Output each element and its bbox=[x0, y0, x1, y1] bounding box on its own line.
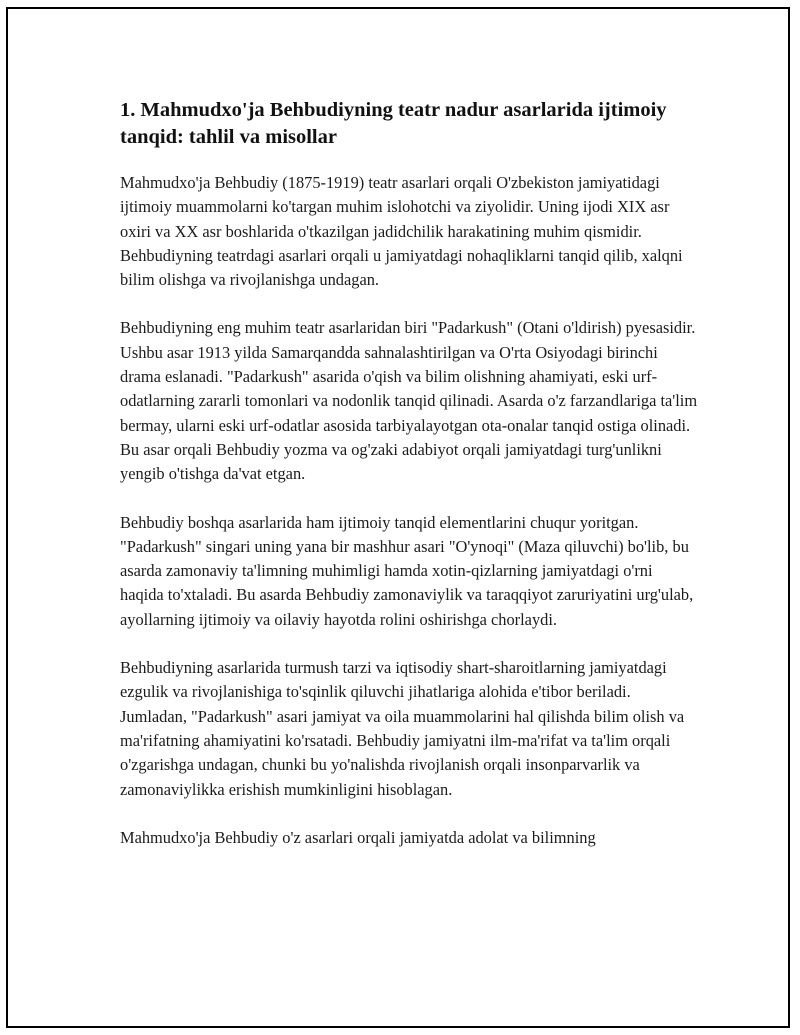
document-body bbox=[120, 97, 700, 874]
paragraph-2: Behbudiyning eng muhim teatr asarlaridan biri "Padarkush" (Otani o'ldirish) pyesasidir. Ushbu asar 1913 yilda Samarqandda sahnalashtirilgan va O'rta Osiyodagi birinchi drama eslanadi. "Padarkush" asarida o'qish va bilim olishning ahamiyati, eski urf-odatlarning zararli tomonlari va nodonlik tanqid qilinadi. Asarda o'z farzandlariga ta'lim bermay, ularni eski urf-odatlar asosida tarbiyalayotgan ota-onalar tanqid ostiga olinadi. Bu asar orqali Behbudiy yozma va og'zaki adabiyot orqali jamiyatdagi turg'unlikni yengib o'tishga da'vat etgan. bbox=[120, 318, 698, 484]
paragraph-5: Mahmudxo'ja Behbudiy o'z asarlari orqali jamiyatda adolat va bilimning bbox=[120, 827, 596, 847]
paragraph-3: Behbudiy boshqa asarlarida ham ijtimoiy tanqid elementlarini chuqur yoritgan. "Padarkush" singari uning yana bir mashhur asari "O'ynoqi" (Maza qiluvchi) bo'lib, bu asarda zamonaviy ta'limning muhimligi hamda xotin-qizlarning jamiyatdagi o'rni haqida to'xtaladi. Bu asarda Behbudiy zamonaviylik va taraqqiyot zaruriyatini urg'ulab, ayollarning ijtimoiy va oilaviy hayotda rolini oshirishga chorlaydi. bbox=[120, 512, 694, 629]
paragraph-4: Behbudiyning asarlarida turmush tarzi va iqtisodiy shart-sharoitlarning jamiyatdagi ezgulik va rivojlanishiga to'sqinlik qiluvchi jihatlariga alohida e'tibor beriladi. Jumladan, "Padarkush" asari jamiyat va oila muammolarini hal qilishda bilim olish va ma'rifatning ahamiyatini ko'rsatadi. Behbudiy jamiyatni ilm-ma'rifat va ta'lim orqali o'zgarishga undagan, chunki bu yo'nalishda rivojlanish orqali insonparvarlik va zamonaviylikka erishish mumkinligini hisoblagan. bbox=[120, 658, 685, 799]
section-heading: 1. Mahmudxo'ja Behbudiyning teatr nadur asarlarida ijtimoiy tanqid: tahlil va misollar bbox=[120, 99, 667, 148]
page-frame bbox=[6, 7, 790, 1028]
paragraph-1: Mahmudxo'ja Behbudiy (1875-1919) teatr asarlari orqali O'zbekiston jamiyatidagi ijtimoiy muammolarni ko'targan muhim islohotchi va ziyolidir. Uning ijodi XIX asr oxiri va XX asr boshlarida o'tkazilgan jadidchilik harakatining muhim qismidir. Behbudiyning teatrdagi asarlari orqali u jamiyatdagi nohaqliklarni tanqid qilib, xalqni bilim olishga va rivojlanishga undagan. bbox=[120, 173, 683, 290]
